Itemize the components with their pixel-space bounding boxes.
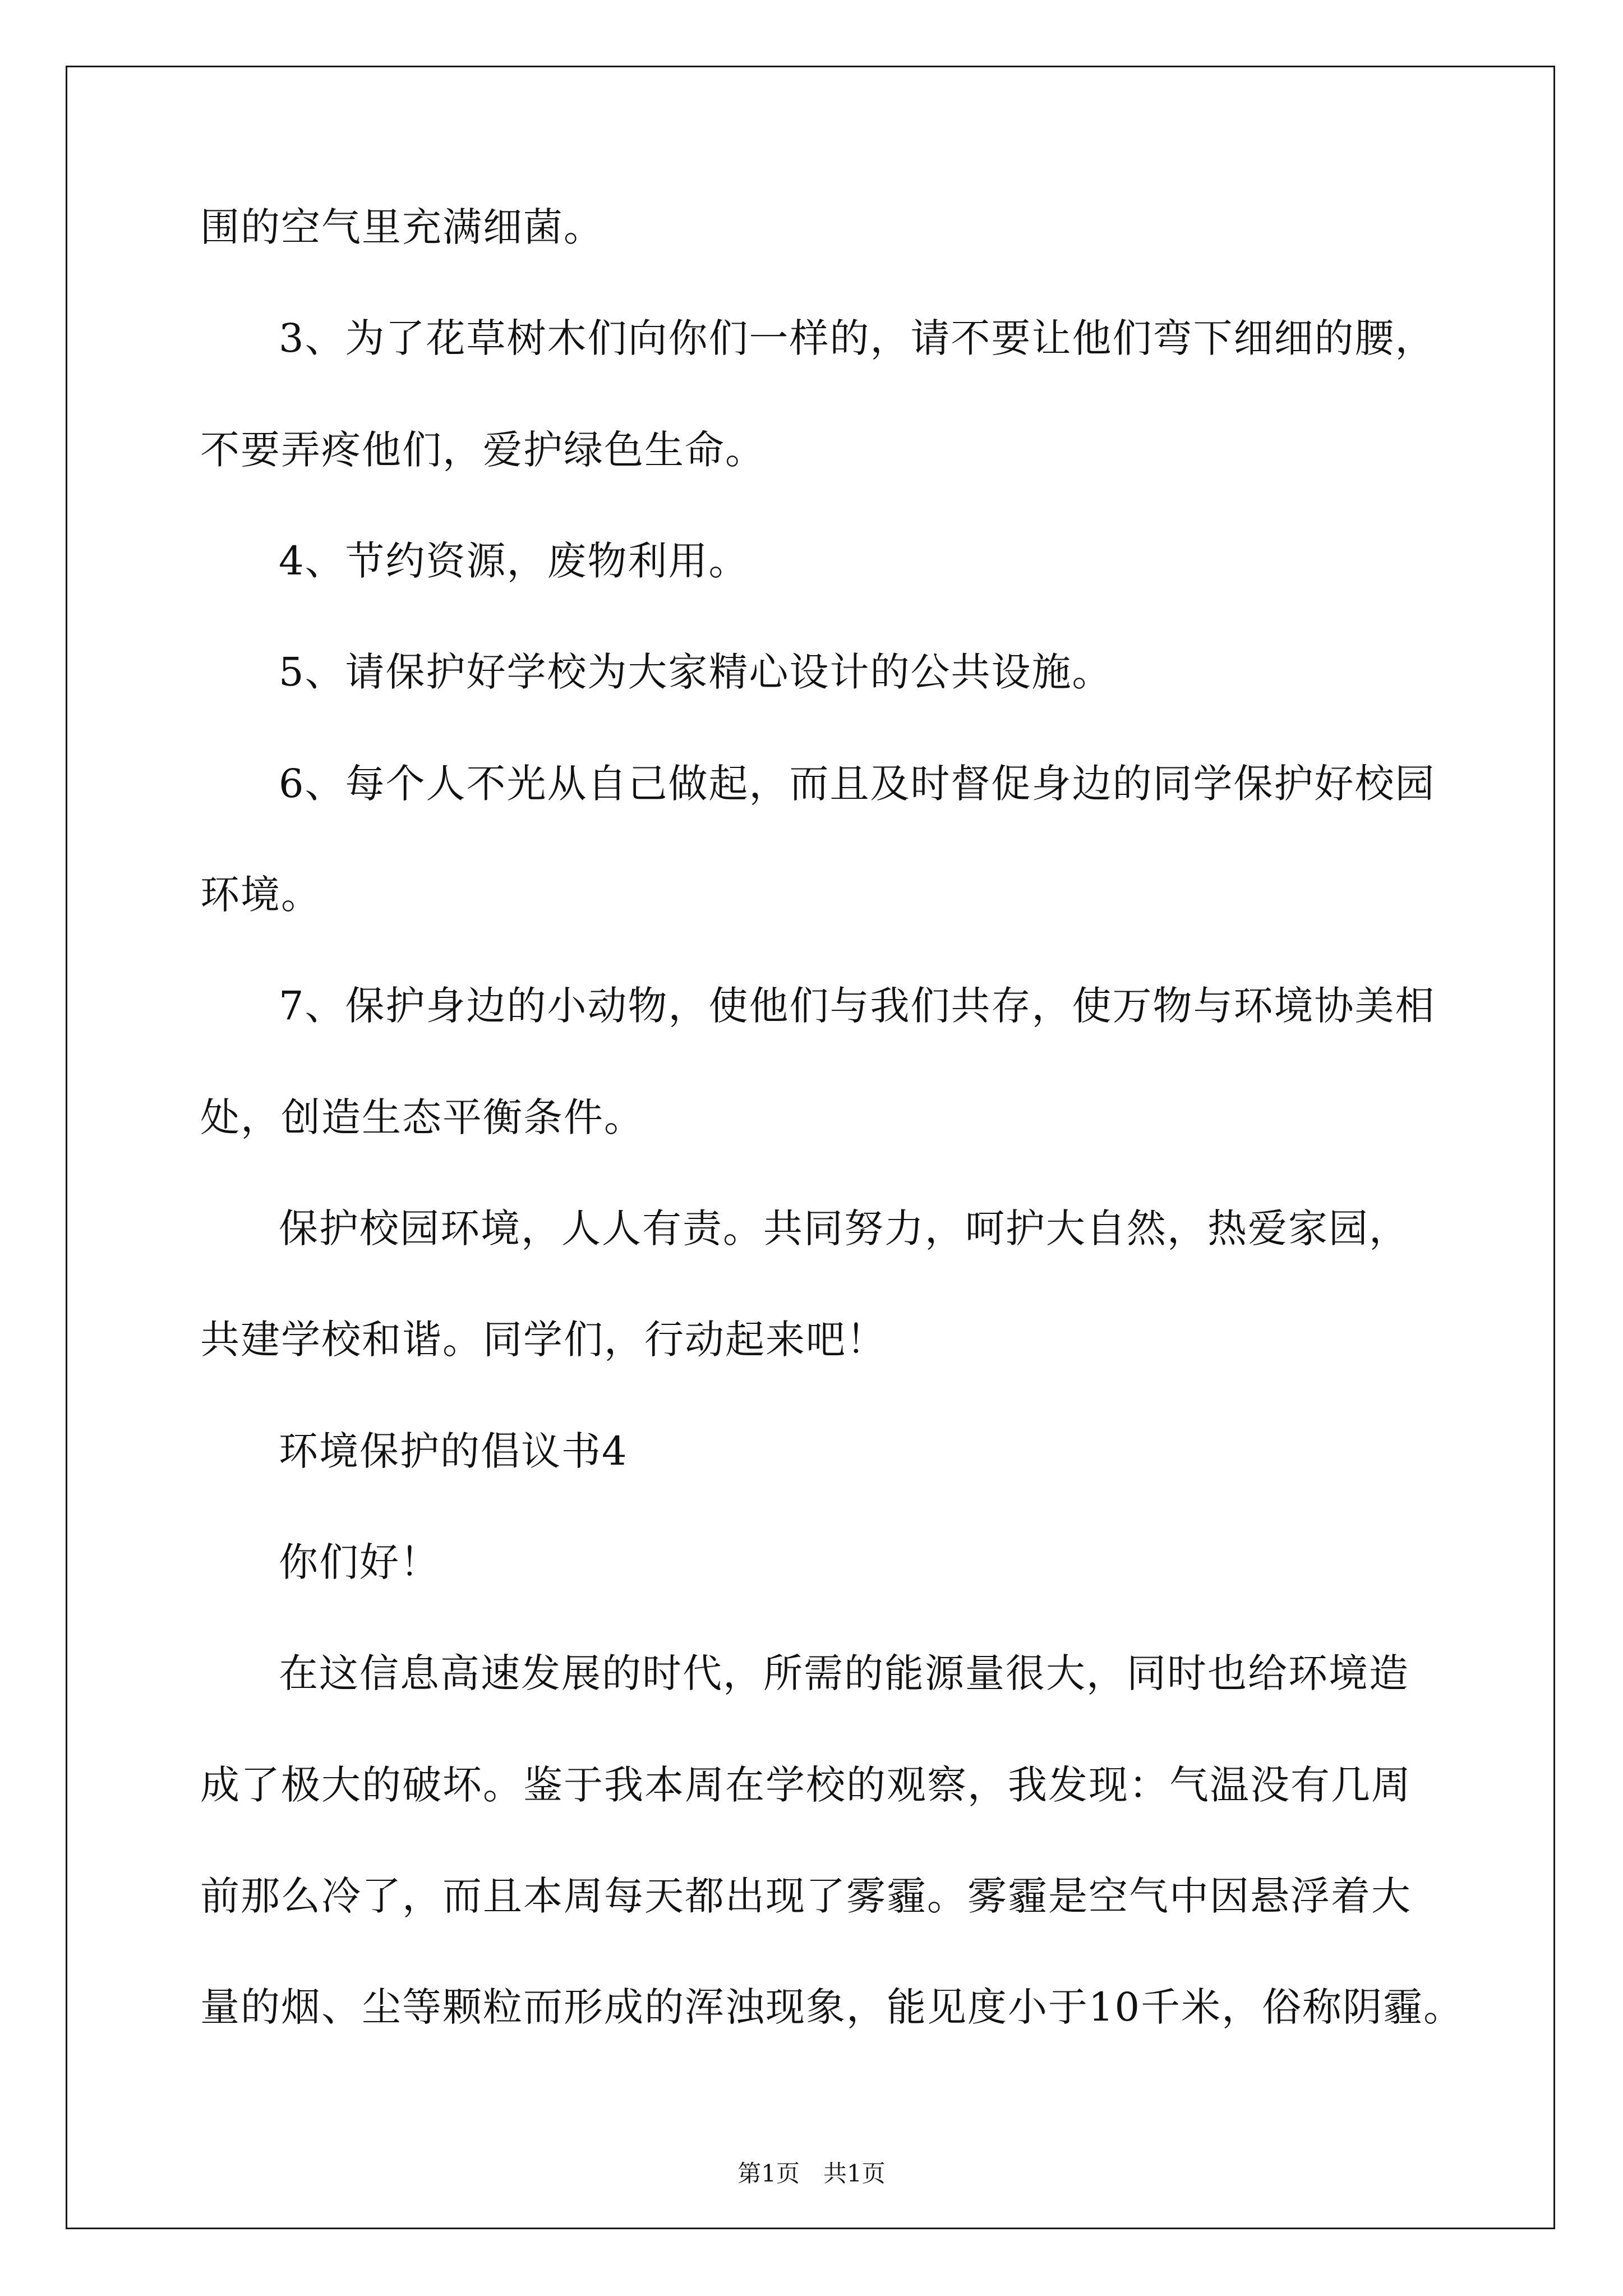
text-line: 前那么冷了，而且本周每天都出现了雾霾。雾霾是空气中因悬浮着大 <box>200 1873 1412 1919</box>
text-line: 处，创造生态平衡条件。 <box>200 1094 644 1140</box>
text-line: 7、保护身边的小动物，使他们与我们共存，使万物与环境协美相 <box>279 983 1436 1029</box>
text-line: 量的烟、尘等颗粒而形成的浑浊现象，能见度小于10千米，俗称阴霾。 <box>200 1984 1464 2030</box>
salutation: 你们好！ <box>279 1539 440 1585</box>
text-line: 6、每个人不光从自己做起，而且及时督促身边的同学保护好校园 <box>279 761 1436 807</box>
text-line: 3、为了花草树木们向你们一样的，请不要让他们弯下细细的腰， <box>279 315 1436 361</box>
text-line: 成了极大的破坏。鉴于我本周在学校的观察，我发现：气温没有几周 <box>200 1762 1412 1808</box>
text-line: 不要弄疼他们，爱护绿色生命。 <box>200 427 766 473</box>
text-line: 5、请保护好学校为大家精心设计的公共设施。 <box>279 649 1113 695</box>
text-line: 4、节约资源，废物利用。 <box>279 538 749 584</box>
text-line: 环境。 <box>200 872 321 918</box>
page-number-footer: 第1页 共1页 <box>737 2160 886 2187</box>
text-line: 共建学校和谐。同学们，行动起来吧！ <box>200 1317 887 1363</box>
text-line: 保护校园环境，人人有责。共同努力，呵护大自然，热爱家园， <box>279 1205 1409 1251</box>
text-line: 在这信息高速发展的时代，所需的能源量很大，同时也给环境造 <box>279 1650 1409 1696</box>
section-heading: 环境保护的倡议书4 <box>279 1428 628 1474</box>
text-line: 围的空气里充满细菌。 <box>200 204 604 250</box>
